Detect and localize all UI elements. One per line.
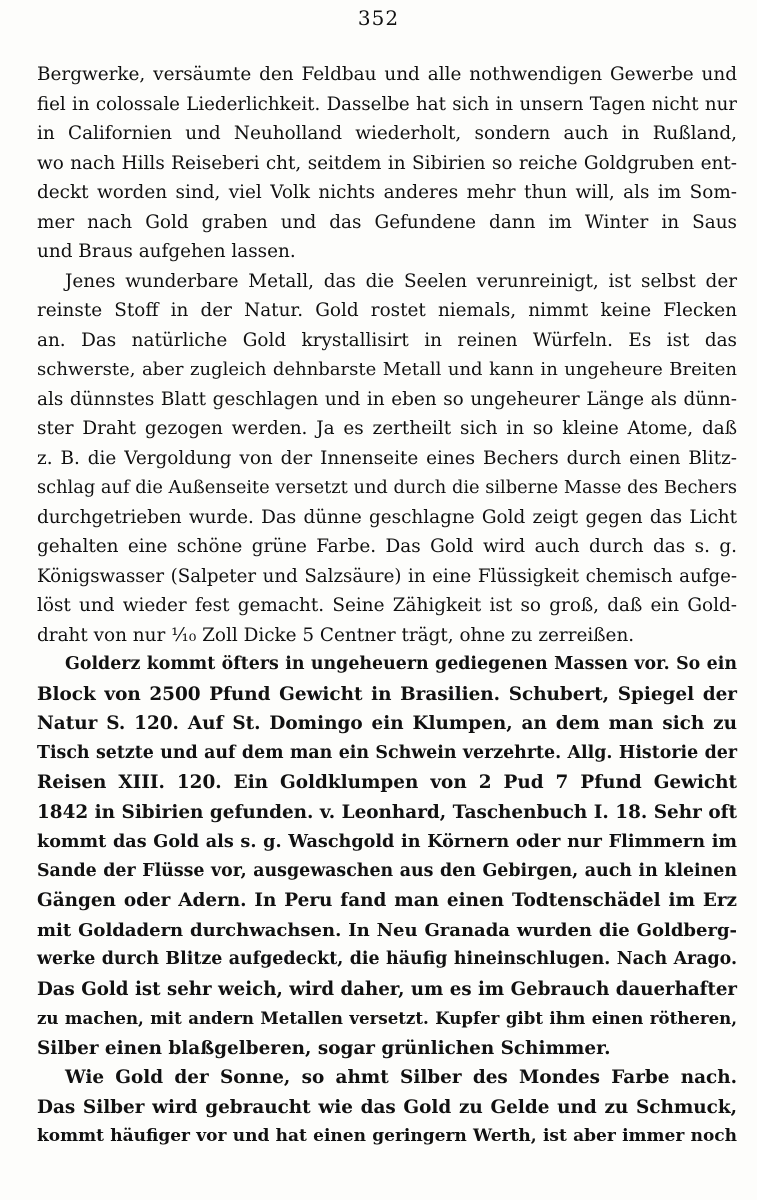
text-line-content: ster Draht gezogen werden. Ja es zertheilt sich in so kleine Atome, daß bbox=[37, 418, 737, 439]
body-text bbox=[37, 60, 737, 1152]
text-line bbox=[37, 975, 737, 1005]
text-line-content: z. B. die Vergoldung von der Innenseite eines Bechers durch einen Blitz- bbox=[37, 447, 737, 469]
text-line-content: Königswasser (Salpeter und Salzsäure) in eine Flüssigkeit chemisch aufge- bbox=[37, 565, 737, 587]
page-number: 352 bbox=[357, 6, 400, 30]
text-line bbox=[37, 562, 737, 592]
text-line-content: draht von nur ¹⁄₁₀ Zoll Dicke 5 Centner trägt, ohne zu zerreißen. bbox=[37, 624, 635, 646]
text-line-content: Gängen oder Adern. In Peru fand man einen Todtenschädel im Erz bbox=[37, 890, 737, 911]
text-line bbox=[37, 60, 737, 90]
text-line-content: Wie Gold der Sonne, so ahmt Silber des Mondes Farbe nach. bbox=[65, 1067, 737, 1088]
text-line-content: mit Goldadern durchwachsen. In Neu Granada wurden die Goldberg- bbox=[37, 919, 737, 941]
text-line bbox=[37, 886, 737, 916]
text-line bbox=[37, 857, 737, 887]
text-line bbox=[37, 355, 737, 385]
text-line bbox=[37, 119, 737, 149]
text-line bbox=[37, 709, 737, 739]
text-line-content: schlag auf die Außenseite versetzt und durch die silberne Masse des Bechers bbox=[37, 477, 737, 498]
text-line-content: Sande der Flüsse vor, ausgewaschen aus den Gebirgen, auch in kleinen bbox=[37, 860, 737, 881]
text-line-content: Natur S. 120. Auf St. Domingo ein Klumpen, an dem man sich zu bbox=[37, 713, 737, 734]
text-line-content: werke durch Blitze aufgedeckt, die häufig hineinschlugen. Nach Arago. bbox=[37, 949, 737, 969]
text-line-content: 1842 in Sibirien gefunden. v. Leonhard, Taschenbuch I. 18. Sehr oft bbox=[37, 801, 737, 823]
text-line-content: zu machen, mit andern Metallen versetzt. Kupfer gibt ihm einen rötheren, bbox=[37, 1008, 737, 1028]
text-line bbox=[37, 385, 737, 415]
text-line-content: Bergwerke, versäumte den Feldbau und alle nothwendigen Gewerbe und bbox=[37, 64, 737, 85]
text-line bbox=[37, 149, 737, 179]
text-line bbox=[37, 591, 737, 621]
text-line bbox=[37, 1063, 737, 1093]
text-line-content: schwerste, aber zugleich dehnbarste Metall und kann in ungeheure Breiten bbox=[37, 359, 737, 380]
text-line-content: kommt das Gold als s. g. Waschgold in Körnern oder nur Flimmern im bbox=[37, 831, 737, 852]
text-line bbox=[37, 296, 737, 326]
text-line-content: löst und wieder fest gemacht. Seine Zähigkeit ist so groß, daß ein Gold- bbox=[37, 595, 737, 616]
text-line-content: mer nach Gold graben und das Gefundene dann im Winter in Saus bbox=[37, 211, 737, 233]
text-line-content: gehalten eine schöne grüne Farbe. Das Gold wird auch durch das s. g. bbox=[37, 536, 737, 557]
text-line bbox=[37, 208, 737, 238]
text-line bbox=[37, 237, 737, 267]
text-line bbox=[37, 444, 737, 474]
text-line-content: durchgetrieben wurde. Das dünne geschlagne Gold zeigt gegen das Licht bbox=[37, 506, 737, 528]
text-line-content: wo nach Hills Reiseberi cht, seitdem in Sibirien so reiche Goldgruben ent- bbox=[37, 152, 737, 174]
text-line bbox=[37, 798, 737, 828]
text-line-content: Jenes wunderbare Metall, das die Seelen verunreinigt, ist selbst der bbox=[65, 270, 737, 292]
text-line bbox=[37, 827, 737, 857]
text-line bbox=[37, 768, 737, 798]
text-line-content: fiel in colossale Liederlichkeit. Dasselbe hat sich in unsern Tagen nicht nur bbox=[37, 93, 737, 115]
text-line bbox=[37, 739, 737, 769]
text-line-content: reinste Stoff in der Natur. Gold rostet niemals, nimmt keine Flecken bbox=[37, 300, 737, 321]
text-line bbox=[37, 916, 737, 946]
text-line-content: Das Gold ist sehr weich, wird daher, um es im Gebrauch dauerhafter bbox=[37, 978, 737, 1000]
text-line bbox=[37, 90, 737, 120]
text-line bbox=[37, 1034, 737, 1064]
text-line-content: Silber einen blaßgelberen, sogar grünlichen Schimmer. bbox=[37, 1037, 611, 1059]
text-line bbox=[37, 267, 737, 297]
text-line bbox=[37, 1004, 737, 1034]
text-line bbox=[37, 532, 737, 562]
text-line-content: Block von 2500 Pfund Gewicht in Brasilien. Schubert, Spiegel der bbox=[37, 683, 737, 705]
text-line-content: als dünnstes Blatt geschlagen und in eben so ungeheurer Länge als dünn- bbox=[37, 388, 737, 410]
text-line-content: Das Silber wird gebraucht wie das Gold zu Gelde und zu Schmuck, bbox=[37, 1096, 737, 1118]
text-line bbox=[37, 1093, 737, 1123]
text-line-content: Golderz kommt öfters in ungeheuern gediegenen Massen vor. So ein bbox=[65, 654, 737, 674]
text-line bbox=[37, 414, 737, 444]
text-line-content: an. Das natürliche Gold krystallisirt in reinen Würfeln. Es ist das bbox=[37, 329, 737, 351]
text-line-content: in Californien und Neuholland wiederholt, sondern auch in Rußland, bbox=[37, 123, 737, 144]
text-line bbox=[37, 621, 737, 651]
text-line-content: deckt worden sind, viel Volk nichts anderes mehr thun will, als im Som- bbox=[37, 182, 737, 203]
text-line bbox=[37, 178, 737, 208]
text-line bbox=[37, 680, 737, 710]
text-line-content: Tisch setzte und auf dem man ein Schwein verzehrte. Allg. Historie der bbox=[37, 742, 737, 763]
text-line bbox=[37, 326, 737, 356]
text-line bbox=[37, 650, 737, 680]
text-line bbox=[37, 1122, 737, 1152]
text-line bbox=[37, 503, 737, 533]
text-line-content: Reisen XIII. 120. Ein Goldklumpen von 2 Pud 7 Pfund Gewicht bbox=[37, 772, 737, 793]
text-line bbox=[37, 473, 737, 503]
text-line bbox=[37, 945, 737, 975]
text-line-content: und Braus aufgehen lassen. bbox=[37, 241, 296, 262]
text-line-content: kommt häufiger vor und hat einen geringern Werth, ist aber immer noch bbox=[37, 1126, 737, 1146]
